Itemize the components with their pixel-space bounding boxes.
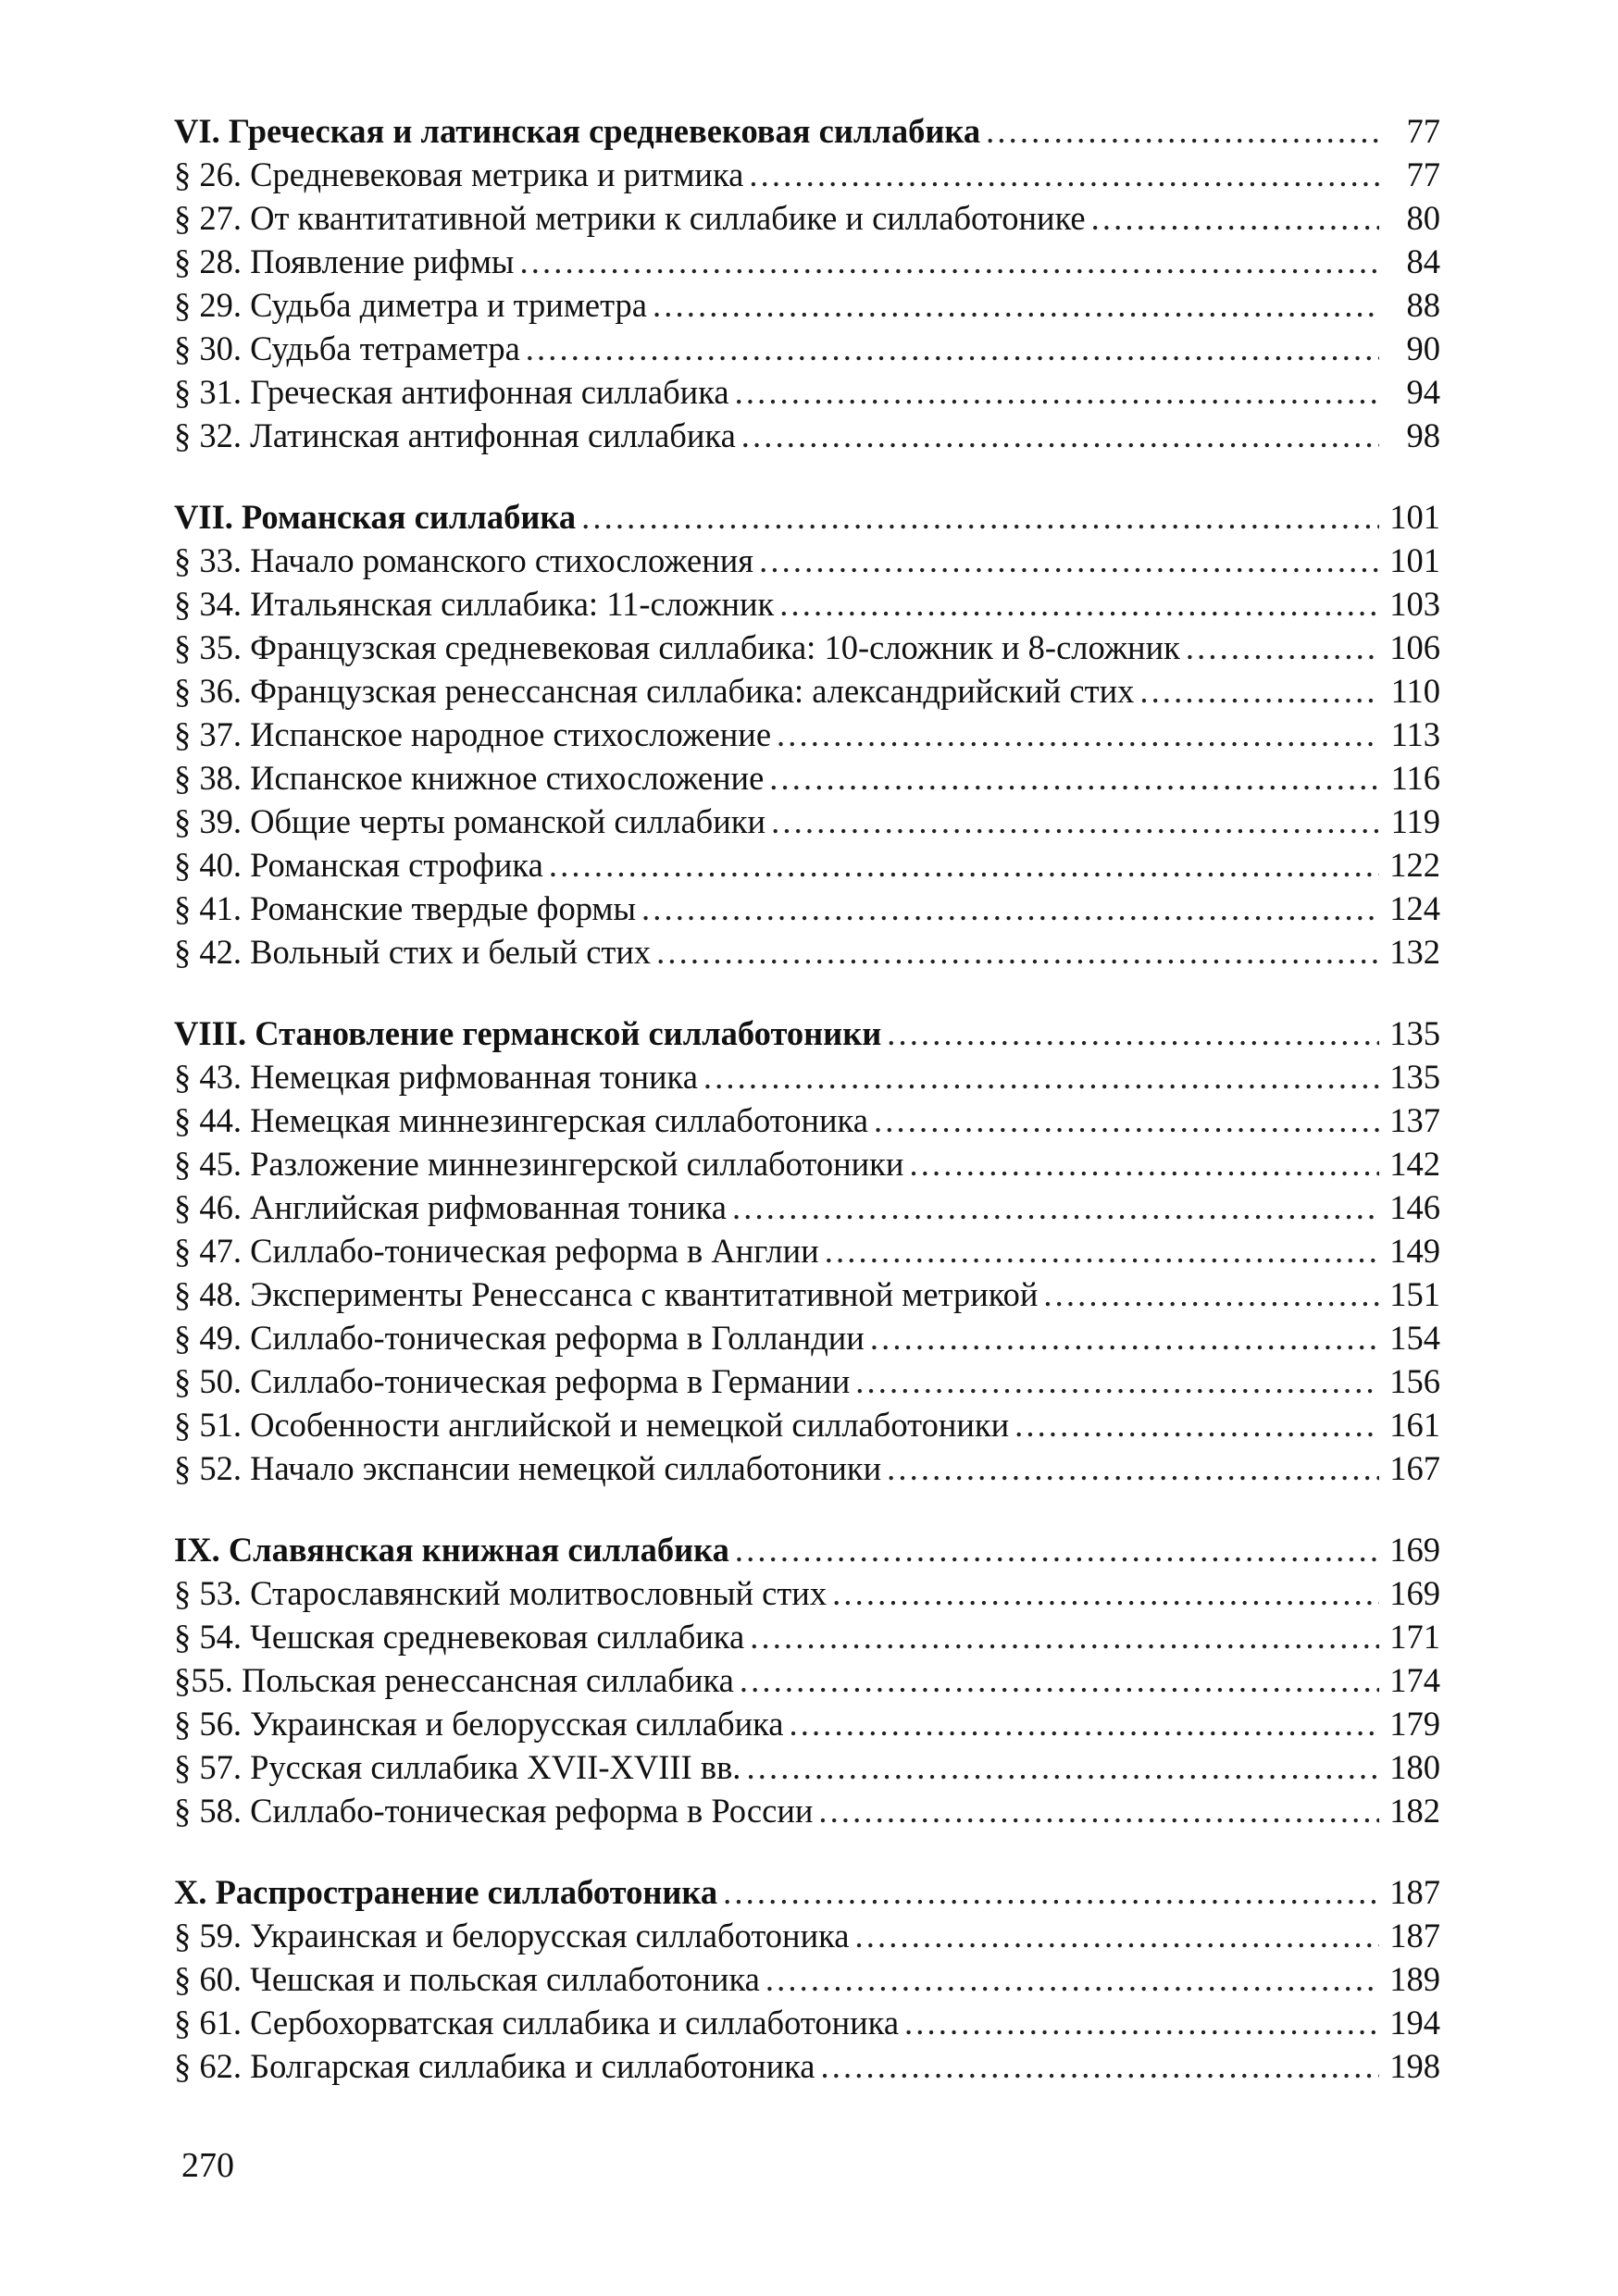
- entry-page-number: 189: [1389, 1960, 1440, 1998]
- section-entry: [174, 1055, 1440, 1098]
- section-title: § 34. Итальянская силлабика: 11-сложник: [174, 585, 775, 623]
- dot-leader: [759, 539, 1379, 582]
- dot-leader: [825, 1229, 1379, 1272]
- section-entry: [174, 283, 1440, 327]
- entry-page-number: 167: [1389, 1449, 1440, 1487]
- section-entry: [174, 582, 1440, 626]
- section-entry: [174, 539, 1440, 582]
- dot-leader: [1091, 196, 1379, 240]
- section-title: § 44. Немецкая миннезингерская силлаботоника: [174, 1101, 868, 1139]
- entry-page-number: 77: [1406, 112, 1440, 150]
- section-title: § 28. Появление рифмы: [174, 242, 515, 280]
- section-entry: [174, 887, 1440, 930]
- dot-leader: [777, 713, 1379, 756]
- section-entry: [174, 2044, 1440, 2088]
- section-title: §55. Польская ренессансная силлабика: [174, 1661, 734, 1699]
- dot-leader: [904, 2001, 1379, 2044]
- section-entry: [174, 1914, 1440, 1957]
- section-title: § 29. Судьба диметра и триметра: [174, 286, 647, 324]
- dot-leader: [656, 930, 1379, 974]
- section-entry: [174, 1316, 1440, 1359]
- section-title: § 36. Французская ренессансная силлабика: александрийский стих: [174, 672, 1135, 710]
- dot-leader: [526, 327, 1379, 370]
- section-title: § 51. Особенности английской и немецкой силлаботоники: [174, 1406, 1010, 1444]
- dot-leader: [765, 1957, 1379, 2001]
- entry-page-number: 84: [1406, 242, 1440, 280]
- section-title: § 32. Латинская антифонная силлабика: [174, 416, 736, 454]
- entry-page-number: 119: [1390, 802, 1440, 840]
- section-title: § 43. Немецкая рифмованная тоника: [174, 1058, 698, 1096]
- section-title: § 39. Общие черты романской силлабики: [174, 802, 766, 840]
- chapter-title: VIII. Становление германской силлаботоники: [174, 1014, 882, 1052]
- section-entry: [174, 1142, 1440, 1185]
- dot-leader: [549, 843, 1379, 887]
- section-entry: [174, 1359, 1440, 1403]
- entry-page-number: 187: [1389, 1873, 1440, 1911]
- dot-leader: [519, 240, 1379, 283]
- dot-leader: [723, 1870, 1379, 1914]
- entry-page-number: 151: [1389, 1275, 1440, 1313]
- section-entry: [174, 1571, 1440, 1615]
- dot-leader: [855, 1914, 1379, 1957]
- entry-page-number: 169: [1389, 1574, 1440, 1612]
- entry-page-number: 132: [1389, 933, 1440, 971]
- section-title: § 40. Романская строфика: [174, 846, 543, 884]
- dot-leader: [874, 1098, 1379, 1142]
- chapter-entry: [174, 1528, 1440, 1571]
- section-entry: [174, 756, 1440, 800]
- entry-page-number: 135: [1389, 1058, 1440, 1096]
- toc-section: [174, 1528, 1440, 1832]
- toc-section: [174, 109, 1440, 457]
- section-title: § 46. Английская рифмованная тоника: [174, 1188, 727, 1226]
- dot-leader: [887, 1011, 1379, 1055]
- section-title: § 52. Начало экспансии немецкой силлаботоники: [174, 1449, 882, 1487]
- section-entry: [174, 1615, 1440, 1658]
- section-title: § 62. Болгарская силлабика и силлаботоника: [174, 2047, 815, 2085]
- section-title: § 42. Вольный стих и белый стих: [174, 933, 652, 971]
- entry-page-number: 142: [1389, 1145, 1440, 1183]
- section-entry: [174, 196, 1440, 240]
- entry-page-number: 161: [1389, 1406, 1440, 1444]
- section-entry: [174, 713, 1440, 756]
- section-entry: [174, 414, 1440, 457]
- chapter-entry: [174, 495, 1440, 539]
- entry-page-number: 171: [1389, 1618, 1440, 1656]
- dot-leader: [741, 414, 1379, 457]
- dot-leader: [887, 1446, 1379, 1490]
- section-entry: [174, 2001, 1440, 2044]
- entry-page-number: 90: [1406, 329, 1440, 367]
- section-entry: [174, 669, 1440, 713]
- chapter-entry: [174, 1870, 1440, 1914]
- dot-leader: [779, 582, 1379, 626]
- entry-page-number: 124: [1389, 889, 1440, 927]
- dot-leader: [855, 1359, 1379, 1403]
- section-title: § 54. Чешская средневековая силлабика: [174, 1618, 745, 1656]
- section-title: § 56. Украинская и белорусская силлабика: [174, 1705, 784, 1743]
- section-entry: [174, 1658, 1440, 1702]
- section-entry: [174, 800, 1440, 843]
- dot-leader: [769, 756, 1379, 800]
- section-title: § 26. Средневековая метрика и ритмика: [174, 155, 744, 193]
- section-entry: [174, 843, 1440, 887]
- dot-leader: [749, 153, 1379, 196]
- dot-leader: [870, 1316, 1379, 1359]
- chapter-title: VII. Романская силлабика: [174, 498, 577, 536]
- section-title: § 57. Русская силлабика XVII-XVIII вв.: [174, 1748, 741, 1786]
- section-entry: [174, 370, 1440, 414]
- entry-page-number: 122: [1389, 846, 1440, 884]
- chapter-title: VI. Греческая и латинская средневековая силлабика: [174, 112, 981, 150]
- dot-leader: [740, 1658, 1379, 1702]
- section-entry: [174, 327, 1440, 370]
- section-entry: [174, 1403, 1440, 1446]
- entry-page-number: 80: [1406, 199, 1440, 237]
- dot-leader: [653, 283, 1379, 327]
- section-entry: [174, 1272, 1440, 1316]
- dot-leader: [820, 2044, 1379, 2088]
- dot-leader: [581, 495, 1379, 539]
- section-title: § 38. Испанское книжное стихосложение: [174, 759, 765, 797]
- section-title: § 41. Романские твердые формы: [174, 889, 637, 927]
- dot-leader: [832, 1571, 1379, 1615]
- dot-leader: [771, 800, 1379, 843]
- entry-page-number: 113: [1390, 715, 1440, 753]
- section-entry: [174, 1229, 1440, 1272]
- section-title: § 50. Силлабо-тоническая реформа в Германии: [174, 1362, 851, 1400]
- section-title: § 35. Французская средневековая силлабика: 10-сложник и 8-сложник: [174, 628, 1180, 666]
- chapter-entry: [174, 1011, 1440, 1055]
- section-entry: [174, 1098, 1440, 1142]
- section-entry: [174, 240, 1440, 283]
- section-title: § 58. Силлабо-тоническая реформа в России: [174, 1792, 814, 1830]
- section-title: § 47. Силлабо-тоническая реформа в Англии: [174, 1232, 819, 1270]
- section-title: § 49. Силлабо-тоническая реформа в Голландии: [174, 1319, 865, 1357]
- section-title: § 53. Старославянский молитвословный стих: [174, 1574, 828, 1612]
- entry-page-number: 154: [1389, 1319, 1440, 1357]
- dot-leader: [1043, 1272, 1379, 1316]
- entry-page-number: 106: [1389, 628, 1440, 666]
- dot-leader: [986, 109, 1379, 153]
- chapter-entry: [174, 109, 1440, 153]
- section-title: § 60. Чешская и польская силлаботоника: [174, 1960, 760, 1998]
- dot-leader: [641, 887, 1379, 930]
- chapter-title: IX. Славянская книжная силлабика: [174, 1531, 729, 1569]
- entry-page-number: 94: [1406, 373, 1440, 411]
- section-entry: [174, 1702, 1440, 1745]
- section-entry: [174, 626, 1440, 669]
- dot-leader: [818, 1789, 1379, 1832]
- dot-leader: [703, 1055, 1379, 1098]
- entry-page-number: 182: [1389, 1792, 1440, 1830]
- entry-page-number: 156: [1389, 1362, 1440, 1400]
- page-number: 270: [181, 2146, 234, 2185]
- section-title: § 27. От квантитативной метрики к силлабике и силлаботонике: [174, 199, 1086, 237]
- dot-leader: [732, 1185, 1379, 1229]
- section-title: § 61. Сербохорватская силлабика и силлаботоника: [174, 2004, 900, 2042]
- section-title: § 33. Начало романского стихосложения: [174, 541, 754, 579]
- section-entry: [174, 1185, 1440, 1229]
- entry-page-number: 98: [1406, 416, 1440, 454]
- section-entry: [174, 930, 1440, 974]
- dot-leader: [909, 1142, 1379, 1185]
- entry-page-number: 116: [1390, 759, 1440, 797]
- entry-page-number: 187: [1389, 1917, 1440, 1955]
- dot-leader: [750, 1615, 1379, 1658]
- section-title: § 45. Разложение миннезингерской силлаботоники: [174, 1145, 904, 1183]
- section-entry: [174, 1745, 1440, 1789]
- dot-leader: [735, 370, 1379, 414]
- entry-page-number: 77: [1406, 155, 1440, 193]
- dot-leader: [1139, 669, 1379, 713]
- chapter-title: X. Распространение силлаботоника: [174, 1873, 718, 1911]
- entry-page-number: 101: [1389, 498, 1440, 536]
- table-of-contents: [174, 109, 1440, 2126]
- entry-page-number: 146: [1389, 1188, 1440, 1226]
- entry-page-number: 88: [1406, 286, 1440, 324]
- dot-leader: [789, 1702, 1379, 1745]
- dot-leader: [1014, 1403, 1379, 1446]
- entry-page-number: 137: [1389, 1101, 1440, 1139]
- section-title: § 31. Греческая антифонная силлабика: [174, 373, 729, 411]
- toc-section: [174, 495, 1440, 974]
- dot-leader: [746, 1745, 1379, 1789]
- entry-page-number: 198: [1389, 2047, 1440, 2085]
- section-entry: [174, 1789, 1440, 1832]
- section-entry: [174, 1446, 1440, 1490]
- toc-section: [174, 1870, 1440, 2088]
- section-title: § 59. Украинская и белорусская силлаботоника: [174, 1917, 850, 1955]
- entry-page-number: 174: [1389, 1661, 1440, 1699]
- entry-page-number: 103: [1389, 585, 1440, 623]
- entry-page-number: 135: [1389, 1014, 1440, 1052]
- entry-page-number: 149: [1389, 1232, 1440, 1270]
- dot-leader: [1186, 626, 1379, 669]
- entry-page-number: 110: [1390, 672, 1440, 710]
- dot-leader: [735, 1528, 1379, 1571]
- entry-page-number: 179: [1389, 1705, 1440, 1743]
- section-title: § 30. Судьба тетраметра: [174, 329, 520, 367]
- entry-page-number: 101: [1389, 541, 1440, 579]
- entry-page-number: 194: [1389, 2004, 1440, 2042]
- section-entry: [174, 153, 1440, 196]
- toc-section: [174, 1011, 1440, 1490]
- section-title: § 48. Эксперименты Ренессанса с квантитативной метрикой: [174, 1275, 1039, 1313]
- entry-page-number: 169: [1389, 1531, 1440, 1569]
- section-title: § 37. Испанское народное стихосложение: [174, 715, 772, 753]
- entry-page-number: 180: [1389, 1748, 1440, 1786]
- section-entry: [174, 1957, 1440, 2001]
